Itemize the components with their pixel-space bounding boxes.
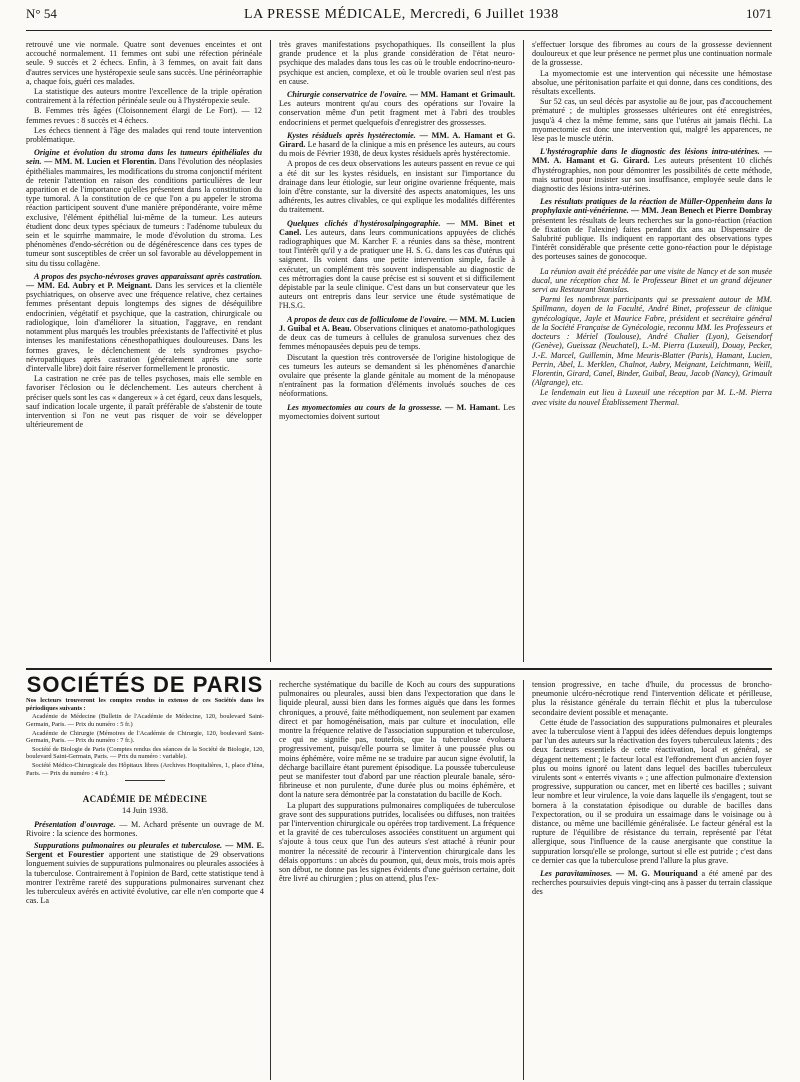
article-body: Les auteurs montrent qu'au cours des opérations sur l'ovaire la conservation même d'un petit fragment met à l'abri des troubles endocriniens et permet quelquefois d'enregistrer des grossesses. [279,99,515,127]
article-body: Dans l'évolution des néoplasies épithéliales mammaires, les modifications du stroma conjonctif méritent de retenir l'attention en raison des conditions particulières de leur apparition et de l'importance qu'elles présentent dans la constitution du type tumoral. A la constitution de ce que l'on a pu appeler le stroma réaction participent souvent d'une manière prépondérante, voire même exclusive, l'élément épithélial lui-même de la tumeur. Les auteurs étudient donc deux types spéciaux de tumeurs : l'adénome tubuleux du sein et le squirrhe mammaire, le mode d'évolution du stroma. Les phénomènes d'endo-sécrétion ou de dégénérescence dans ces types de tumeur sont susceptibles de créer un sol favorable au développement in situ du tissu collagène. [26,157,262,268]
society-ref: Société Médico-Chirurgicale des Hôpitaux libres (Archives Hospitalières, 1, place d'Iéna, Paris. — Prix du numéro : 4 fr.). [26,761,264,777]
article-authors: — MM. Hamant et Grimault. [409,90,515,100]
article-body: Les auteurs, dans leurs communications appuyées de clichés radiographiques que M. Karcher F. a réunies dans sa thèse, montrent tout l'intérêt qu'il y a de pratiquer une H. S. G. dans les cas d'utérus qui saignent. Ils voient dans une petite intervention simple, facile à exécuter, un complément très souvent indispensable au diagnostic de ces métrorragies dont la cause précise est si souvent et si difficilement dépistable par la seule clinique. C'est dans un but conservateur que les auteurs ont entrepris dans leur service une étude systématique de l'H.S.G. [279,227,516,311]
article-authors: — MM. Jean Benech et Pierre Dombray [631,206,773,216]
society-ref: Académie de Médecine (Bulletin de l'Académie de Médecine, 120, boulevard Saint-Germain, Paris. — Prix du numéro : 5 fr.) [26,713,264,728]
article-heading: A propos de deux cas de folliculome de l'ovaire. [287,314,448,324]
article-body: apportent une statistique de 29 observations longuement suivies de suppurations pulmonaires ou pleurales associées à la tuberculose. Contrairement à l'opinion de Bard, cette statistique tend à montrer l'extrême rareté des suppurations pulmonaires survenant chez les tuberculeux avérés en activité évolutive, car elle n'en comporte que 4 cas. La [26,850,264,906]
paragraph: recherche systématique du bacille de Koch au cours des suppurations pulmonaires ou pleurales, aussi bien dans l'expectoration que dans le liquide pleural, aussi bien dans les formes aiguës que dans les formes chroniques, a prouvé, faite méthodiquement, non seulement par examen direct et par homogénéisation, mais par culture et inoculation, elle montre la fréquence relative de l'association suppuration et tuberculose, ce qui ne signifie pas, toutefois, que la tuberculose évoluera progressivement, puisqu'elle pourra se limiter à une poussée plus ou moins éphémère, voire même ne se traduire par aucun signe évolutif, la décharge bacillaire étant purement épisodique. La poussée tuberculeuse peut se manifester tout d'abord par une réaction pleurale banale, séro-fibrineuse et non purulente, d'une durée plus ou moins éphémère, et dont la nature sera démontrée par la constatation du bacille de Koch. [279,680,515,800]
paragraph: A propos de ces deux observations les auteurs passent en revue ce qui a été dit sur les kystes résiduels, en insistant sur l'importance du drainage dans leur étiologie, sur leur origine ovarienne fréquente, mais loin d'être constante, sur la diversité des aspects anatomiques, les uns adhérents, les autres clivables, ce qui explique les modalités différentes du traitement. [279,159,515,215]
journal-title: LA PRESSE MÉDICALE, Mercredi, 6 Juillet 1938 [243,7,559,22]
article-body: présentent les résultats de leurs recherches sur la gono-réaction (réaction de fixation de l'alexine) faites pendant dix ans au Dispensaire de Salubrité publique. Ils indiquent en rapportant des observations types l'intérêt considérable que présente cette gono-réaction pour le dépistage des porteuses saines de gonocoque. [532,215,772,262]
society-ref: Société de Biologie de Paris (Comptes rendus des séances de la Société de Biologie, 120, boulevard Saint-Germain, Paris. — Prix du numéro : variable). [26,745,264,761]
article-body: Les auteurs présentent 10 clichés d'hystérographies, non pour démontrer les possibilités de cette méthode, mais surtout pour insister sur son insuffisance, employée seule dans le diagnostic des lésions intra-utérines. [532,156,772,194]
section-title: SOCIÉTÉS DE PARIS [26,672,264,697]
paragraph: Cette étude de l'association des suppurations pulmonaires et pleurales avec la tuberculose vient à l'appui des idées défendues depuis longtemps par l'un des auteurs sur la réactivation des foyers tuberculeux latents ; des deux facteurs essentiels de cette réactivation, local et général, se dégagent nettement ; le facteur local est l'effondrement d'un ancien foyer plus ou moins ignoré ou latent dans lequel des bacilles tuberculeux virulents sont « enterrés vivants » ; une affection pulmonaire d'extension progressive, suppuration ou cancer, met en liberté ces bacilles ; suivant leur nombre et leur virulence, la voie dans laquelle ils s'engagent, tout se bornera à la constatation épisodique ou durable de bacilles dans l'expectoration, ou il se produira un essaimage dans le voisinage ou à distance, ou même une bacillémie généralisée. Le facteur général est la rupture de l'équilibre de résistance du terrain, représenté par l'état allergique, sous l'influence de la cause anergisante que constitue la suppuration lorsqu'elle se prolonge, surtout si elle est putride ; c'est dans ce dernier cas que la tuberculose prend l'allure la plus grave. [532,717,772,865]
italic-note: La réunion avait été précédée par une visite de Nancy et de son musée ducal, une réception chez M. le Professeur Binet et un grand déjeuner servi au Restaurant Stanislas. [532,266,772,295]
article-heading: Origine et évolution du stroma dans les tumeurs épithéliales du sein. [26,148,262,167]
paragraph: La myomectomie est une intervention qui nécessite une hémostase absolue, une péritonisation parfaite et qui donne, dans ces conditions, des résultats excellents. [532,68,772,97]
academy-heading: ACADÉMIE DE MÉDECINE [82,794,208,805]
divider [125,780,165,781]
societies-intro: Nos lecteurs trouveront les comptes rendus in extenso de ces Sociétés dans les périodiques suivants : [26,697,264,712]
societies-list [26,697,264,777]
column-divider [270,680,271,1080]
top-column-3 [532,40,772,662]
article-authors: — M. G. Mouriquand [615,869,698,879]
page-number: 1071 [745,6,772,21]
society-ref: Académie de Chirurgie (Mémoires de l'Académie de Chirurgie, 120, boulevard Saint-Germain, Paris. — Prix du numéro : 7 fr.). [26,729,264,745]
bottom-column-1 [26,672,264,1080]
paragraph: La castration ne crée pas de telles psychoses, mais elle semble en favoriser l'éclosion ou le déclenchement. Les auteurs cherchent à préciser quels sont les cas « dangereux » à cet égard, ceux dans lesquels, sauf indication locale urgente, il paraît préférable de s'abstenir de toute intervention si l'on ne veut pas risquer de voir se développer ultérieurement de [26,374,262,430]
top-column-2 [279,40,515,662]
article-heading: L'hystérographie dans le diagnostic des lésions intra-utérines. [540,147,760,157]
section-rule [26,668,772,670]
italic-note: Le lendemain eut lieu à Luxeuil une réception par M. L.-M. Pierra avec visite du nouvel Établissement Thermal. [532,388,772,407]
paragraph: s'effectuer lorsque des fibromes au cours de la grossesse deviennent douloureux et que leur présence ne permet plus une continuation normale de la grossesse. [532,40,772,68]
article-body: — M. Achard présente un ouvrage de M. Rivoire : la science des hormones. [26,819,264,838]
article-body: Les myomectomies doivent surtout [279,402,516,421]
article-body: a été amené par des recherches poursuivies depuis vingt-cinq ans à passer du terrain classique des [532,869,773,897]
article-authors: — MM. A. Hamant et G. Girard. [279,130,516,150]
issue-number: N° 54 [26,6,57,21]
article-authors: — MM. M. Lucien J. Guibal et A. Beau. [279,314,515,333]
column-divider [523,680,524,1080]
article-authors: — MM. Ed. Aubry et P. Meignant. [26,281,153,291]
article-heading: Suppurations pulmonaires ou pleurales et tuberculose. [34,840,223,850]
paragraph: Discutant la question très controversée de l'origine histologique de ces tumeurs les auteurs se demandent si les phénomènes d'anarchie ovulaire que présente la glande génitale au moment de la ménopause n'entraînent pas la formation d'éléments involués souches de ces néoformations. [279,352,515,399]
paragraph: tension progressive, en tache d'huile, du processus de broncho-pneumonie ulcéro-nécrotique rend l'intervention délicate et périlleuse, plus la résistance générale du terrain fléchit et plus la tuberculose secondaire devient possible et menaçante. [532,680,772,717]
paragraph: B. Femmes très âgées (Cloisonnement élargi de Le Fort). — 12 femmes revues : 8 succès et 4 échecs. [26,106,262,125]
article-heading: Les résultats pratiques de la réaction de Müller-Oppenheim dans la prophylaxie anti-vénérienne. [532,197,772,216]
article-authors: — MM. M. Lucien et Florentin. [44,157,157,167]
page-header [26,6,772,28]
paragraph: La plupart des suppurations pulmonaires compliquées de tuberculose grave sont des suppurations putrides, localisées ou diffuses, non traitées par l'intervention chirurgicale ou opérées trop tardivement. La fréquence et la gravité de ces tuberculoses associées constituent un argument qui s'ajoute à tous ceux que l'un des auteurs s'est attaché à réunir pour montrer la nécessité de recourir à l'intervention chirurgicale dans les délais opportuns : un abcès du poumon, qui, deux mois, trois mois après son début, ne donne pas les signes évidents d'une guérison certaine, doit être livré au chirurgien ; plus on attend, plus l'ex- [279,800,515,884]
paragraph: La statistique des auteurs montre l'excellence de la triple opération contrairement à la réfection périnéale seule ou à l'hystéropexie seule. [26,87,262,106]
article-heading: Quelques clichés d'hystérosalpingographie. [287,218,441,228]
article-body: Dans les services et la clientèle psychiatriques, on observe avec une fréquence relative, chez certaines femmes présentant depuis longtemps des signes de déséquilibre endocrinien, végétatif et psychique, que la castration, chirurgicale ou radiologique, loin d'améliorer la situation, l'aggrave, en rendant notamment plus marqués les troubles préexistants de l'affectivité et plus intenses les manifestations cénesthopathiques douloureuses. Dans les formes graves, le déclenchement de tels syndromes psycho-névropathiques après castration (généralement après une sorte d'intervalle libre) doit faire réserver formellement le pronostic. [26,281,262,373]
article-body: Le hasard de la clinique a mis en présence les auteurs, au cours du mois de Février 1938, de deux kystes résiduels après hystérectomie. [279,140,516,159]
article-heading: Les paravitaminoses. [540,869,613,879]
session-date: 14 Juin 1938. [121,805,169,816]
bottom-column-2 [279,680,515,1080]
column-divider [523,40,524,662]
article-authors: — MM. Binet et Canel. [279,218,515,237]
bottom-column-3 [532,680,772,1080]
article-heading: Kystes résiduels après hystérectomie. [287,130,416,140]
top-column-1 [26,40,262,662]
article-body: Observations cliniques et anatomo-pathologiques de deux cas de tumeurs à cellules de granulosa survenues chez des femmes ménopausées depuis peu de temps. [279,323,515,352]
header-rule [26,30,772,31]
article-authors: — M. Hamant. [445,402,500,412]
italic-note: Parmi les nombreux participants qui se pressaient autour de MM. Spillmann, doyen de la Faculté, André Binet, professeur de clinique gynécologique, Jayle et Maurice Fabre, président et secrétaire général de la Société Française de Gynécologie, reconnu MM. les Professeurs et docteurs : Mériel (Toulouse), André Chalier (Lyon), Geisendorf (Genève), Gueissaz (Neuchatel), L.-M. Pierra (Luxeuil), Douay, Pecker, J.-E. Marcel, Guillemin, Mme Meuris-Blatter (Paris), Hamant, Lucien, Perrin, Abel, L. Merklen, Chalnot, Aubry, Meignant, Leichtmann, Weill, Florentin, Girard, Canel, Binder, Guibal, Beau, Jacob (Nancy), Grimault (Algrange), etc. [532,295,772,388]
article-authors: — MM. A. Hamant et G. Girard. [532,147,773,166]
paragraph: retrouvé une vie normale. Quatre sont devenues enceintes et ont accouché normalement. 11 femmes ont subi une réfection périnéale seule. 9 succès et 2 échecs. Enfin, à 3 femmes, on avait fait dans d'autres services une hystéropexie seule sans succès. Une périnéorraphie a, chaque fois, guéri ces malades. [26,40,262,86]
paragraph: Les échecs tiennent à l'âge des malades qui rend toute intervention problématique. [26,125,262,145]
paragraph: très graves manifestations psychopathiques. Ils conseillent la plus grande prudence et la plus grande considération de l'état neuro-psychique des malades dans tous les cas où le trouble endocrino-neuro-psychique est ancien, complexe, et où le trouble ovarien seul n'est pas en cause. [279,40,515,86]
article-heading: Présentation d'ouvrage. [34,819,116,829]
article-heading: Les myomectomies au cours de la grossesse. [287,402,442,412]
column-divider [270,40,271,662]
paragraph: Sur 52 cas, un seul décès par asystolie au 8e jour, pas d'accouchement prématuré ; de multiples grossesses ultérieures ont été enregistrées, jusqu'à 4 chez la même femme, sans que l'utérus ait jamais fléchi. La myomectomie est donc une intervention qui, malgré les apparences, ne lèse pas le muscle utérin. [532,97,772,144]
article-heading: A propos des psycho-névroses graves apparaissant après castration. [34,271,262,281]
article-authors: — MM. E. Sergent et Fourestier [26,840,264,860]
article-heading: Chirurgie conservatrice de l'ovaire. [287,90,408,100]
